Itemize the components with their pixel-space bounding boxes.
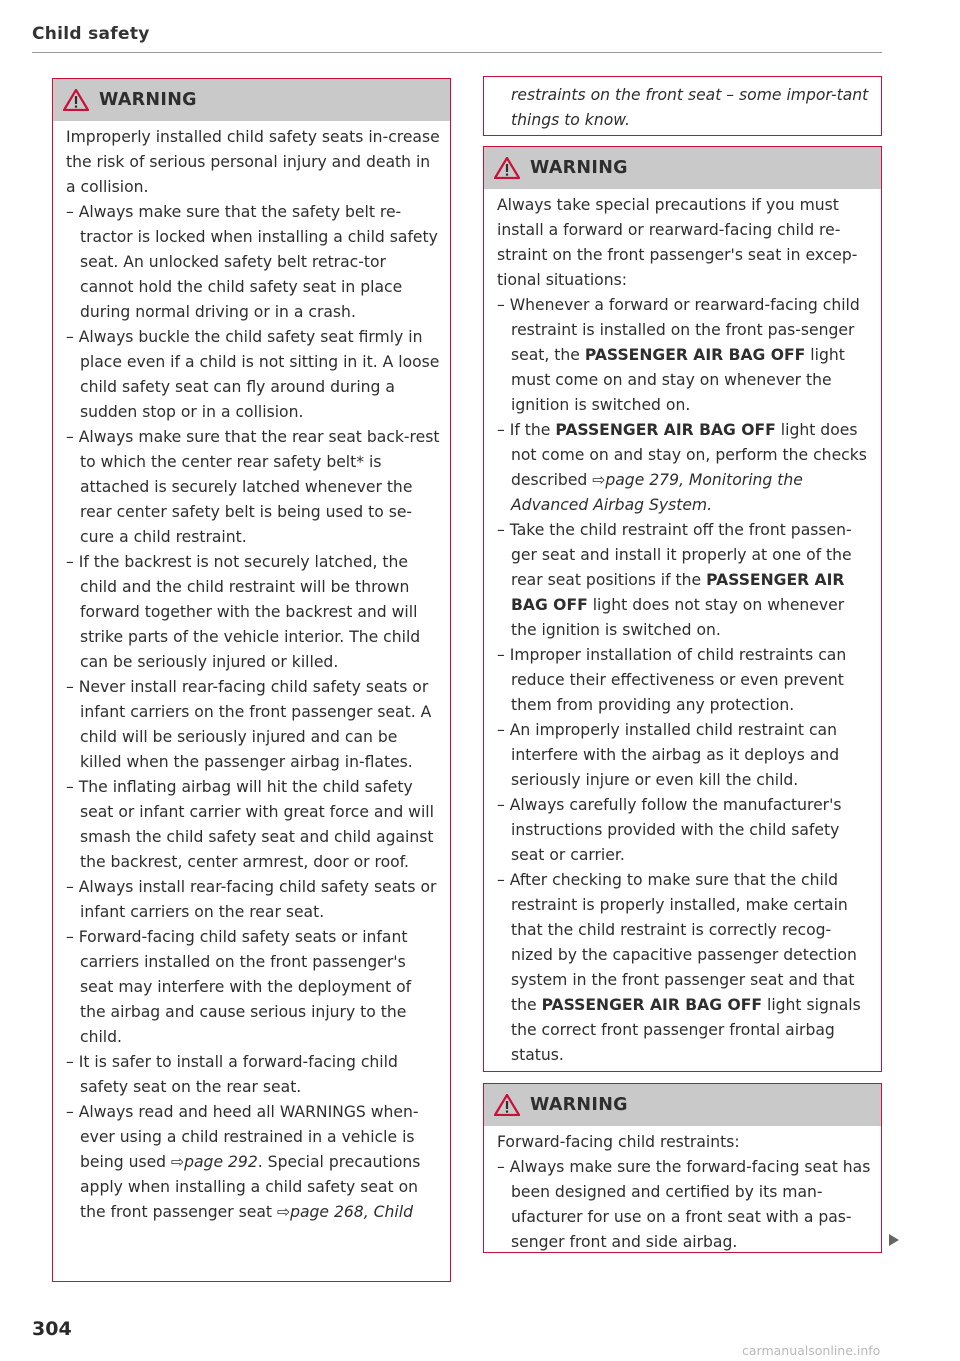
item-text: – After checking to make sure that the child restraint is properly installed, make certain that the child restraint is correctly recog-nized by the capacitive passenger detection system in the front passenger seat and that the bbox=[497, 871, 857, 1014]
list-item: – It is safer to install a forward-facing child safety seat on the rear seat. bbox=[66, 1053, 398, 1096]
warning-intro: Forward-facing child restraints: bbox=[497, 1133, 740, 1151]
warning-header bbox=[484, 1084, 881, 1126]
list-item: – Always make sure the forward-facing seat has been designed and certified by its man-ufacturer for use on a front seat with a pas-senger front and side airbag. bbox=[497, 1158, 871, 1251]
airbag-off-term: PASSENGER AIR BAG OFF bbox=[584, 346, 806, 364]
warning-body bbox=[484, 1126, 881, 1255]
list-item: – Always install rear-facing child safety seats or infant carriers on the rear seat. bbox=[66, 878, 437, 921]
airbag-off-term: PASSENGER AIR BAG OFF bbox=[555, 421, 776, 439]
list-item: – Always make sure that the safety belt re-tractor is locked when installing a child safety seat. An unlocked safety belt retrac-tor cannot hold the child safety seat in place during normal driving or in a crash. bbox=[66, 203, 438, 321]
item-text: light does not stay on whenever the ignition is switched on. bbox=[511, 596, 845, 639]
watermark: carmanualsonline.info bbox=[742, 1343, 881, 1358]
warning-label: WARNING bbox=[99, 90, 197, 110]
list-item: – Always carefully follow the manufacturer's instructions provided with the child safety seat or carrier. bbox=[497, 796, 842, 864]
warning-triangle-icon bbox=[494, 157, 520, 179]
list-item bbox=[497, 518, 871, 643]
list-item bbox=[497, 868, 871, 1068]
item-text: light does not come on and stay on, perform the checks described bbox=[511, 421, 867, 489]
list-item bbox=[497, 293, 871, 418]
list-item bbox=[66, 1100, 440, 1225]
continuation-box bbox=[483, 76, 882, 136]
list-item: – Always buckle the child safety seat firmly in place even if a child is not sitting in it. A loose child safety seat can fly around during a sudden stop or in a collision. bbox=[66, 328, 440, 421]
item-text: light signals the correct front passenger frontal airbag status. bbox=[511, 996, 861, 1064]
list-item: – Always make sure that the rear seat back-rest to which the center rear safety belt* is attached is securely latched whenever the rear center safety belt is being used to se-cure a child restraint. bbox=[66, 428, 440, 546]
page-reference-link[interactable]: ⇨page 292 bbox=[171, 1153, 258, 1171]
airbag-off-term: PASSENGER AIR BAG OFF bbox=[511, 571, 845, 614]
warning-triangle-icon bbox=[494, 1094, 520, 1116]
continued-text: restraints on the front seat – some impor-tant things to know. bbox=[511, 86, 869, 129]
warning-body bbox=[484, 189, 881, 1068]
page-reference-link[interactable]: ⇨page 268, Child bbox=[277, 1203, 413, 1221]
list-item bbox=[497, 418, 871, 518]
list-item: – Improper installation of child restraints can reduce their effectiveness or even prevent them from providing any protection. bbox=[497, 646, 847, 714]
list-item: – Never install rear-facing child safety seats or infant carriers on the front passenger seat. A child will be seriously injured and can be killed when the passenger airbag in-flates. bbox=[66, 678, 432, 771]
list-item: – Forward-facing child safety seats or infant carriers installed on the front passenger's seat may interfere with the deployment of the airbag and cause serious injury to the child. bbox=[66, 928, 412, 1046]
list-item: – If the backrest is not securely latched, the child and the child restraint will be thrown forward together with the backrest and will strike parts of the vehicle interior. The child can be seriously injured or killed. bbox=[66, 553, 421, 671]
item-text: – If the bbox=[497, 421, 556, 439]
warning-label: WARNING bbox=[530, 1095, 628, 1115]
warning-box-right bbox=[483, 146, 882, 1072]
warning-header bbox=[484, 147, 881, 189]
warning-intro: Improperly installed child safety seats in-crease the risk of serious personal injury and death in a collision. bbox=[66, 128, 440, 196]
list-item: – The inflating airbag will hit the child safety seat or infant carrier with great force and will smash the child safety seat and child against the backrest, center armrest, door or roof. bbox=[66, 778, 434, 871]
warning-header bbox=[53, 79, 450, 121]
page-reference-link[interactable]: ⇨page 279, Monitoring the Advanced Airbag System. bbox=[511, 471, 803, 514]
play-arrow-icon[interactable] bbox=[888, 1233, 900, 1247]
page-number: 304 bbox=[32, 1318, 72, 1340]
item-text: light must come on and stay on whenever the ignition is switched on. bbox=[511, 346, 845, 414]
item-text: . Special precautions apply when installing a child safety seat on the front passenger seat bbox=[80, 1153, 421, 1221]
page-header bbox=[32, 24, 882, 53]
warning-box-forward-facing bbox=[483, 1083, 882, 1253]
section-title: Child safety bbox=[32, 24, 150, 44]
warning-box-left bbox=[52, 78, 451, 1282]
list-item: – An improperly installed child restraint can interfere with the airbag as it deploys and seriously injure or even kill the child. bbox=[497, 721, 840, 789]
warning-triangle-icon bbox=[63, 89, 89, 111]
item-text: – Take the child restraint off the front passen-ger seat and install it properly at one of the rear seat positions if the bbox=[497, 521, 852, 589]
item-text: – Whenever a forward or rearward-facing child restraint is installed on the front pas-senger seat, the bbox=[497, 296, 860, 364]
warning-label: WARNING bbox=[530, 158, 628, 178]
item-text: – Always read and heed all WARNINGS when-ever using a child restrained in a vehicle is being used bbox=[66, 1103, 419, 1171]
warning-intro: Always take special precautions if you must install a forward or rearward-facing child re-straint on the front passenger's seat in excep-tional situations: bbox=[497, 196, 858, 289]
airbag-off-term: PASSENGER AIR BAG OFF bbox=[541, 996, 763, 1014]
warning-body bbox=[53, 121, 450, 1225]
